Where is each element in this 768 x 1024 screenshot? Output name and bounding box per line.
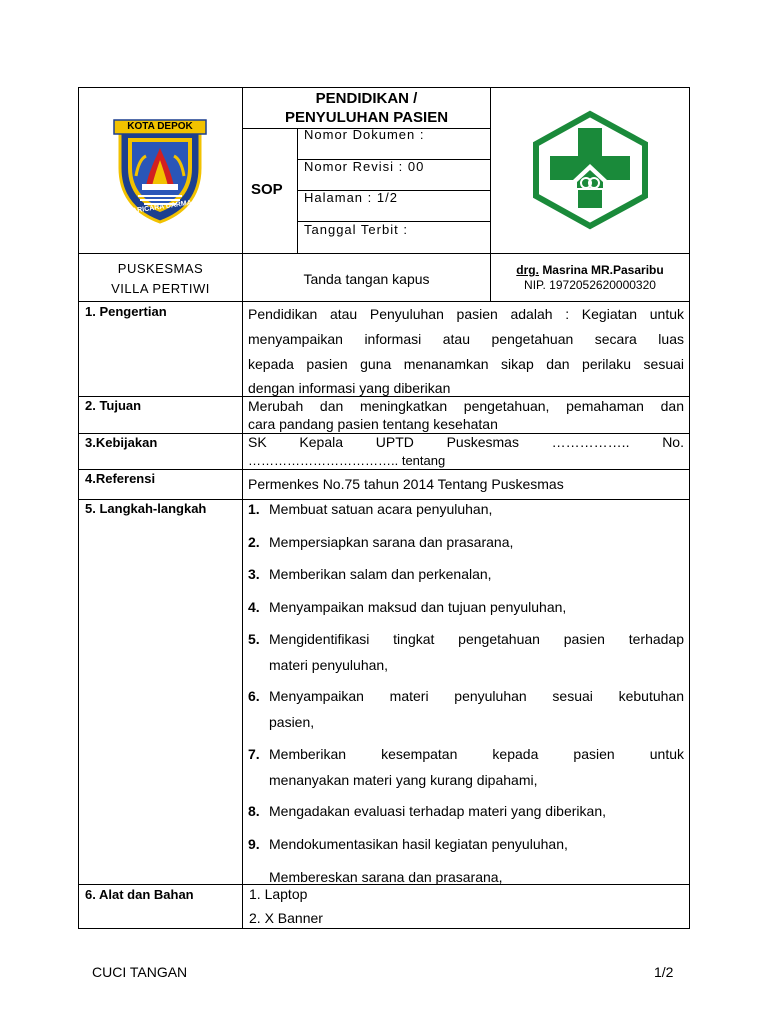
pengertian-line2: menyampaikan informasi atau pengetahuan secara luas — [248, 331, 684, 347]
signature-label: Tanda tangan kapus — [303, 271, 430, 287]
step-2 — [248, 529, 684, 555]
step-text: Mengidentifikasi tingkat pengetahuan pasien terhadap — [269, 631, 684, 647]
label-langkah: 5. Langkah-langkah — [85, 501, 207, 516]
org-name-line2: VILLA PERTIWI — [111, 281, 210, 296]
step-extra: Membereskan sarana dan prasarana, — [269, 869, 503, 885]
step-number: 1. — [248, 501, 260, 517]
doc-title-line1: PENDIDIKAN / — [315, 90, 418, 107]
step-text: Menyampaikan materi penyuluhan sesuai kebutuhan — [269, 688, 684, 704]
step-number: 3. — [248, 566, 260, 582]
kebijakan-line2: …………………………….. tentang — [248, 453, 446, 468]
head-nip: NIP. 1972052620000320 — [524, 278, 656, 292]
label-referensi: 4.Referensi — [85, 471, 156, 486]
step-text-cont: materi penyuluhan, — [269, 657, 389, 673]
field-nomor-revisi: Nomor Revisi : 00 — [304, 159, 425, 174]
org-name-line1: PUSKESMAS — [117, 261, 204, 276]
label-pengertian: 1. Pengertian — [85, 304, 167, 319]
step-text: Mengadakan evaluasi terhadap materi yang diberikan, — [269, 803, 606, 819]
label-alat — [85, 887, 194, 902]
step-number: 8. — [248, 803, 260, 819]
step-number: 2. — [248, 534, 260, 550]
pengertian-line3: kepada pasien guna menanamkan sikap dan perilaku sesuai — [248, 356, 684, 372]
step-text: Mendokumentasikan hasil kegiatan penyuluhan, — [269, 836, 568, 852]
step-4 — [248, 594, 684, 620]
label-alat-text: Alat dan Bahan — [98, 887, 194, 902]
footer-page: 1/2 — [654, 964, 674, 980]
step-3 — [248, 561, 684, 587]
field-tanggal-terbit: Tanggal Terbit : — [304, 222, 408, 237]
alat-item-1: 1. Laptop — [249, 886, 308, 902]
referensi-text: Permenkes No.75 tahun 2014 Tentang Puskesmas — [248, 476, 564, 492]
logo-banner-text: KOTA DEPOK — [127, 121, 193, 132]
footer-left: CUCI TANGAN — [92, 964, 188, 980]
step-text-cont: pasien, — [269, 714, 315, 730]
step-number: 9. — [248, 836, 260, 852]
pengertian-line1: Pendidikan atau Penyuluhan pasien adalah : Kegiatan untuk — [248, 306, 684, 322]
logo-motto: PARICARA DARMA — [127, 199, 193, 216]
head-name — [491, 263, 689, 277]
step-5 — [248, 626, 684, 678]
head-fullname: Masrina MR.Pasaribu — [542, 263, 664, 277]
step-text: Mempersiapkan sarana dan prasarana, — [269, 534, 514, 550]
label-tujuan: 2. Tujuan — [85, 398, 142, 413]
label-kebijakan: 3.Kebijakan — [85, 435, 158, 450]
kota-depok-logo — [110, 116, 210, 226]
step-number: 6. — [248, 688, 260, 704]
sop-label: SOP — [251, 181, 283, 198]
kebijakan-line1: SK Kepala UPTD Puskesmas …………….. No. — [248, 434, 684, 450]
alat-item-2: 2. X Banner — [249, 910, 323, 926]
puskesmas-logo — [533, 110, 648, 230]
step-number: 5. — [248, 631, 260, 647]
step-number: 7. — [248, 746, 260, 762]
doc-title-line2: PENYULUHAN PASIEN — [284, 109, 449, 126]
step-number: 4. — [248, 599, 260, 615]
field-halaman: Halaman : 1/2 — [304, 190, 398, 205]
step-7 — [248, 741, 684, 793]
step-8 — [248, 798, 684, 824]
head-prefix: drg. — [516, 263, 539, 277]
step-1 — [248, 496, 684, 522]
step-text: Memberikan salam dan perkenalan, — [269, 566, 492, 582]
pengertian-line4: dengan informasi yang diberikan — [248, 380, 451, 396]
step-text-cont: menanyakan materi yang kurang dipahami, — [269, 772, 538, 788]
label-alat-num: 6. — [85, 887, 96, 902]
step-text: Memberikan kesempatan kepada pasien untuk — [269, 746, 684, 762]
step-6 — [248, 683, 684, 735]
field-nomor-dokumen: Nomor Dokumen : — [304, 127, 425, 142]
tujuan-line1: Merubah dan meningkatkan pengetahuan, pemahaman dan — [248, 398, 684, 414]
step-text: Menyampaikan maksud dan tujuan penyuluhan, — [269, 599, 567, 615]
tujuan-line2: cara pandang pasien tentang kesehatan — [248, 416, 498, 432]
step-text: Membuat satuan acara penyuluhan, — [269, 501, 493, 517]
step-9 — [248, 831, 684, 857]
